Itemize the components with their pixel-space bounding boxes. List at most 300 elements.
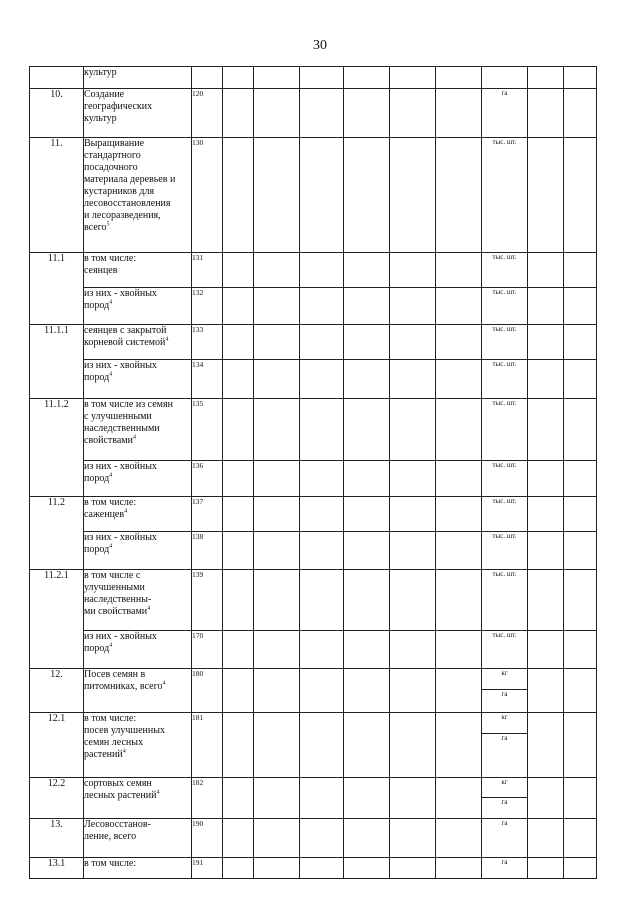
row-code	[192, 461, 223, 497]
row-code	[192, 858, 223, 879]
form-table	[29, 66, 597, 879]
empty-cell	[300, 89, 344, 138]
empty-cell	[528, 819, 564, 858]
row-number	[30, 819, 84, 858]
footnote-mark: 5	[106, 221, 110, 228]
cell-text: га	[501, 690, 508, 698]
empty-cell	[344, 89, 390, 138]
empty-cell	[223, 532, 254, 570]
empty-cell	[344, 532, 390, 570]
empty-cell	[344, 253, 390, 288]
row-number	[30, 497, 84, 570]
empty-cell	[564, 67, 597, 89]
footnote-mark: 4	[109, 299, 113, 306]
cell-text: 11.1	[47, 253, 66, 264]
cell-text: 12.2	[47, 778, 66, 789]
footnote-mark: 4	[109, 472, 113, 479]
empty-cell	[564, 138, 597, 253]
empty-cell	[564, 253, 597, 288]
empty-cell	[223, 67, 254, 89]
empty-cell	[390, 497, 436, 532]
empty-cell	[390, 399, 436, 461]
table-row	[30, 778, 597, 798]
empty-cell	[528, 325, 564, 360]
empty-cell	[254, 819, 300, 858]
empty-cell	[436, 399, 482, 461]
empty-cell	[254, 325, 300, 360]
empty-cell	[254, 399, 300, 461]
cell-text: 180	[192, 669, 204, 678]
empty-cell	[564, 778, 597, 819]
unit-cell	[482, 461, 528, 497]
empty-cell	[528, 532, 564, 570]
footnote-mark: 4	[147, 605, 151, 612]
empty-cell	[223, 399, 254, 461]
row-name-text: в том числе с улучшенными наследственны- ми свойствами	[84, 570, 152, 617]
empty-cell	[223, 778, 254, 819]
empty-cell	[254, 778, 300, 819]
footnote-mark: 4	[162, 680, 166, 687]
empty-cell	[223, 89, 254, 138]
row-name	[84, 819, 192, 858]
empty-cell	[390, 669, 436, 713]
empty-cell	[528, 399, 564, 461]
cell-text: 182	[192, 778, 204, 787]
empty-cell	[300, 399, 344, 461]
empty-cell	[344, 461, 390, 497]
empty-cell	[300, 713, 344, 778]
cell-text: га	[501, 798, 508, 806]
cell-text: 190	[192, 819, 204, 828]
empty-cell	[436, 288, 482, 325]
empty-cell	[436, 713, 482, 778]
empty-cell	[300, 631, 344, 669]
empty-cell	[436, 819, 482, 858]
row-code	[192, 253, 223, 288]
cell-text: 11.1.1	[44, 325, 69, 336]
row-name-text: из них - хвойных пород	[84, 461, 157, 484]
unit-cell	[482, 138, 528, 253]
empty-cell	[564, 570, 597, 631]
table-row	[30, 288, 597, 325]
empty-cell	[528, 67, 564, 89]
row-name-text: из них - хвойных пород	[84, 288, 157, 311]
empty-cell	[223, 819, 254, 858]
empty-cell	[344, 67, 390, 89]
cell-text: 191	[192, 858, 204, 867]
unit-cell	[482, 288, 528, 325]
cell-text: 136	[192, 461, 204, 470]
row-number	[30, 713, 84, 778]
unit-cell	[482, 570, 528, 631]
empty-cell	[254, 570, 300, 631]
empty-cell	[528, 778, 564, 819]
cell-text: га	[501, 858, 508, 866]
row-name-text: в том числе: сеянцев	[84, 253, 137, 276]
empty-cell	[390, 288, 436, 325]
empty-cell	[223, 461, 254, 497]
unit-cell	[482, 89, 528, 138]
row-name	[84, 399, 192, 461]
empty-cell	[436, 532, 482, 570]
cell-text: 13.1	[47, 858, 66, 869]
empty-cell	[528, 461, 564, 497]
empty-cell	[528, 360, 564, 399]
empty-cell	[390, 138, 436, 253]
cell-text: тыс. шт.	[492, 461, 517, 469]
row-name-text: в том числе: саженцев	[84, 497, 137, 520]
table-row	[30, 89, 597, 138]
empty-cell	[223, 253, 254, 288]
row-name	[84, 288, 192, 325]
empty-cell	[528, 253, 564, 288]
empty-cell	[436, 325, 482, 360]
empty-cell	[528, 631, 564, 669]
empty-cell	[436, 570, 482, 631]
cell-text: 11.	[50, 138, 63, 149]
footnote-mark: 4	[122, 748, 126, 755]
table-row	[30, 360, 597, 399]
row-name-text: из них - хвойных пород	[84, 532, 157, 555]
empty-cell	[223, 325, 254, 360]
row-code	[192, 89, 223, 138]
empty-cell	[564, 360, 597, 399]
empty-cell	[564, 669, 597, 713]
empty-cell	[344, 669, 390, 713]
empty-cell	[528, 858, 564, 879]
row-name	[84, 138, 192, 253]
empty-cell	[390, 89, 436, 138]
cell-text: 11.2.1	[44, 570, 69, 581]
row-code	[192, 713, 223, 778]
empty-cell	[223, 631, 254, 669]
empty-cell	[564, 461, 597, 497]
empty-cell	[390, 570, 436, 631]
empty-cell	[223, 570, 254, 631]
row-name	[84, 778, 192, 819]
table-row	[30, 669, 597, 690]
cell-text: 181	[192, 713, 204, 722]
unit-cell	[482, 360, 528, 399]
cell-text: 130	[192, 138, 204, 147]
empty-cell	[254, 713, 300, 778]
row-name-text: Лесовосстанов- ление, всего	[84, 819, 151, 842]
empty-cell	[344, 778, 390, 819]
row-name-text: в том числе из семян с улучшенными наследственными свойствами	[84, 399, 173, 446]
table-row	[30, 67, 597, 89]
empty-cell	[564, 631, 597, 669]
row-number	[30, 67, 84, 89]
empty-cell	[300, 138, 344, 253]
empty-cell	[436, 669, 482, 713]
empty-cell	[254, 138, 300, 253]
empty-cell	[254, 532, 300, 570]
row-name-text: в том числе: посев улучшенных семян лесных растений	[84, 713, 165, 760]
row-name-text: Создание географических культур	[84, 89, 153, 124]
cell-text: тыс. шт.	[492, 288, 517, 296]
row-number	[30, 858, 84, 879]
cell-text: тыс. шт.	[492, 325, 517, 333]
row-name	[84, 325, 192, 360]
table-row	[30, 325, 597, 360]
row-name	[84, 67, 192, 89]
empty-cell	[528, 570, 564, 631]
row-name	[84, 858, 192, 879]
empty-cell	[300, 325, 344, 360]
empty-cell	[300, 819, 344, 858]
row-name-text: Посев семян в питомниках, всего	[84, 669, 163, 692]
row-name	[84, 713, 192, 778]
cell-text: кг	[501, 713, 508, 721]
empty-cell	[436, 461, 482, 497]
row-name	[84, 360, 192, 399]
row-code	[192, 399, 223, 461]
empty-cell	[390, 631, 436, 669]
unit-cell	[482, 399, 528, 461]
empty-cell	[436, 67, 482, 89]
row-name	[84, 570, 192, 631]
row-number	[30, 399, 84, 497]
empty-cell	[344, 360, 390, 399]
empty-cell	[300, 67, 344, 89]
cell-text: 11.2	[47, 497, 66, 508]
cell-text: 120	[192, 89, 204, 98]
row-number	[30, 669, 84, 713]
row-code	[192, 631, 223, 669]
empty-cell	[300, 778, 344, 819]
table-row	[30, 713, 597, 734]
unit-cell	[482, 497, 528, 532]
unit-cell	[482, 325, 528, 360]
unit-cell	[482, 690, 528, 713]
row-name	[84, 532, 192, 570]
empty-cell	[300, 497, 344, 532]
unit-cell	[482, 734, 528, 778]
empty-cell	[390, 713, 436, 778]
table-row	[30, 858, 597, 879]
cell-text: 10.	[50, 89, 63, 100]
empty-cell	[254, 858, 300, 879]
empty-cell	[436, 497, 482, 532]
empty-cell	[300, 288, 344, 325]
row-name	[84, 89, 192, 138]
row-name	[84, 631, 192, 669]
row-number	[30, 570, 84, 669]
row-number	[30, 89, 84, 138]
empty-cell	[436, 858, 482, 879]
cell-text: га	[501, 734, 508, 742]
row-name-text: в том числе:	[84, 858, 137, 869]
cell-text: тыс. шт.	[492, 532, 517, 540]
empty-cell	[390, 778, 436, 819]
footnote-mark: 4	[124, 508, 128, 515]
empty-cell	[344, 631, 390, 669]
empty-cell	[344, 399, 390, 461]
empty-cell	[254, 253, 300, 288]
table-row	[30, 253, 597, 288]
cell-text: тыс. шт.	[492, 138, 517, 146]
cell-text: кг	[501, 669, 508, 677]
empty-cell	[528, 288, 564, 325]
unit-cell	[482, 819, 528, 858]
empty-cell	[254, 497, 300, 532]
cell-text: 139	[192, 570, 204, 579]
empty-cell	[254, 288, 300, 325]
cell-text: 134	[192, 360, 204, 369]
empty-cell	[344, 819, 390, 858]
row-code	[192, 819, 223, 858]
empty-cell	[528, 497, 564, 532]
empty-cell	[564, 713, 597, 778]
empty-cell	[223, 288, 254, 325]
empty-cell	[390, 325, 436, 360]
empty-cell	[390, 819, 436, 858]
table-row	[30, 532, 597, 570]
table-row	[30, 461, 597, 497]
row-code	[192, 360, 223, 399]
empty-cell	[528, 89, 564, 138]
empty-cell	[436, 138, 482, 253]
footnote-mark: 4	[165, 336, 169, 343]
row-name-text: сортовых семян лесных растений	[84, 778, 157, 801]
empty-cell	[564, 532, 597, 570]
cell-text: тыс. шт.	[492, 253, 517, 261]
empty-cell	[254, 669, 300, 713]
unit-cell	[482, 253, 528, 288]
table-row	[30, 138, 597, 253]
empty-cell	[254, 461, 300, 497]
cell-text: 132	[192, 288, 204, 297]
empty-cell	[344, 713, 390, 778]
row-code	[192, 497, 223, 532]
empty-cell	[390, 461, 436, 497]
row-name	[84, 253, 192, 288]
empty-cell	[564, 819, 597, 858]
empty-cell	[300, 532, 344, 570]
cell-text: тыс. шт.	[492, 360, 517, 368]
cell-text: тыс. шт.	[492, 570, 517, 578]
footnote-mark: 4	[109, 543, 113, 550]
row-name	[84, 497, 192, 532]
empty-cell	[436, 253, 482, 288]
row-name-text: из них - хвойных пород	[84, 360, 157, 383]
cell-text: га	[501, 89, 508, 97]
row-name	[84, 461, 192, 497]
empty-cell	[344, 288, 390, 325]
row-code	[192, 67, 223, 89]
page-number: 30	[313, 38, 327, 53]
unit-cell	[482, 778, 528, 798]
unit-cell	[482, 713, 528, 734]
empty-cell	[436, 89, 482, 138]
row-code	[192, 288, 223, 325]
empty-cell	[223, 138, 254, 253]
empty-cell	[390, 360, 436, 399]
empty-cell	[254, 67, 300, 89]
empty-cell	[344, 325, 390, 360]
empty-cell	[528, 669, 564, 713]
unit-cell	[482, 631, 528, 669]
empty-cell	[300, 360, 344, 399]
table-row	[30, 497, 597, 532]
empty-cell	[564, 325, 597, 360]
empty-cell	[254, 360, 300, 399]
empty-cell	[300, 253, 344, 288]
empty-cell	[390, 532, 436, 570]
cell-text: 131	[192, 253, 204, 262]
empty-cell	[300, 570, 344, 631]
cell-text: кг	[501, 778, 508, 786]
cell-text: 138	[192, 532, 204, 541]
empty-cell	[564, 288, 597, 325]
cell-text: тыс. шт.	[492, 399, 517, 407]
footnote-mark: 4	[109, 371, 113, 378]
cell-text: 12.	[50, 669, 63, 680]
row-number	[30, 253, 84, 325]
cell-text: тыс. шт.	[492, 631, 517, 639]
empty-cell	[528, 713, 564, 778]
empty-cell	[528, 138, 564, 253]
cell-text: 13.	[50, 819, 63, 830]
row-name-text: сеянцев с закрытой корневой системой	[84, 325, 167, 348]
row-code	[192, 570, 223, 631]
row-code	[192, 778, 223, 819]
empty-cell	[390, 253, 436, 288]
cell-text: га	[501, 819, 508, 827]
empty-cell	[300, 669, 344, 713]
empty-cell	[223, 497, 254, 532]
table-row	[30, 819, 597, 858]
cell-text: тыс. шт.	[492, 497, 517, 505]
empty-cell	[564, 858, 597, 879]
row-code	[192, 325, 223, 360]
footnote-mark: 4	[156, 789, 160, 796]
empty-cell	[254, 631, 300, 669]
unit-cell	[482, 669, 528, 690]
empty-cell	[300, 858, 344, 879]
empty-cell	[564, 399, 597, 461]
row-number	[30, 325, 84, 399]
row-number	[30, 138, 84, 253]
row-code	[192, 532, 223, 570]
empty-cell	[344, 858, 390, 879]
empty-cell	[482, 67, 528, 89]
empty-cell	[344, 570, 390, 631]
unit-cell	[482, 798, 528, 819]
empty-cell	[436, 360, 482, 399]
empty-cell	[564, 497, 597, 532]
cell-text: 133	[192, 325, 204, 334]
unit-cell	[482, 532, 528, 570]
row-name-text: из них - хвойных пород	[84, 631, 157, 654]
table-row	[30, 631, 597, 669]
empty-cell	[344, 497, 390, 532]
cell-text: 137	[192, 497, 204, 506]
empty-cell	[564, 89, 597, 138]
cell-text: культур	[84, 67, 117, 78]
cell-text: 170	[192, 631, 204, 640]
cell-text: 11.1.2	[44, 399, 69, 410]
empty-cell	[223, 669, 254, 713]
empty-cell	[223, 360, 254, 399]
cell-text: 12.1	[47, 713, 66, 724]
empty-cell	[300, 461, 344, 497]
unit-cell	[482, 858, 528, 879]
row-name-text: Выращивание стандартного посадочного материала деревьев и кустарников для лесовосстановления и лесоразведения, всего	[84, 138, 176, 233]
empty-cell	[223, 858, 254, 879]
empty-cell	[344, 138, 390, 253]
empty-cell	[436, 778, 482, 819]
